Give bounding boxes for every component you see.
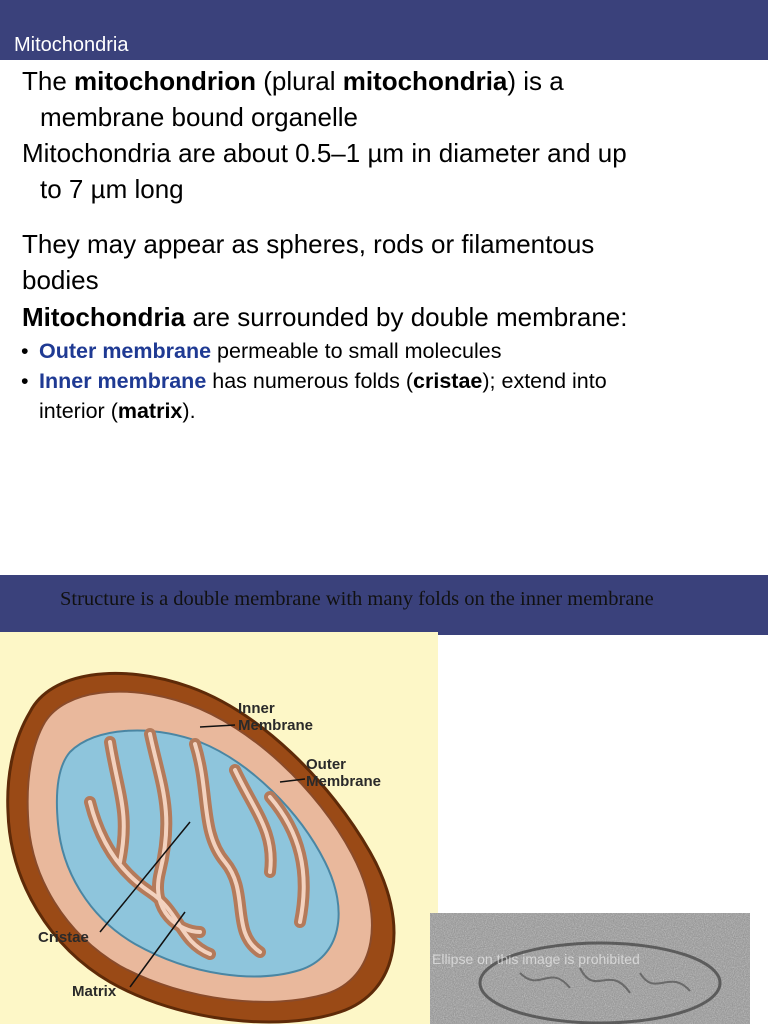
electron-micrograph xyxy=(430,913,750,1024)
bullet-text-inner-d: ). xyxy=(182,399,196,423)
bullet-bold-cristae: cristae xyxy=(413,369,483,393)
p1-text-a: The xyxy=(22,66,75,96)
bullet-text-inner-b: ); extend into xyxy=(482,369,607,393)
membrane-bullet-list xyxy=(20,336,760,426)
p2-line-1: Mitochondria are about 0.5–1 µm in diameter and up xyxy=(22,138,627,168)
label-cristae: Cristae xyxy=(38,929,89,946)
micrograph-watermark-caption: Ellipse on this image is prohibited xyxy=(432,951,640,967)
micrograph-image xyxy=(430,913,750,1024)
intro-paragraph-3 xyxy=(22,226,752,298)
bullet-dot: • xyxy=(21,369,29,393)
mitochondrion-diagram xyxy=(0,632,438,1024)
label-inner-line1: Inner xyxy=(238,700,275,717)
p1-bold-mitochondrion: mitochondrion xyxy=(74,66,257,96)
bullet-outer-membrane xyxy=(20,336,760,366)
intro-paragraph-2 xyxy=(22,135,752,207)
bullet-term-outer: Outer membrane xyxy=(39,339,212,363)
intro-paragraph-1 xyxy=(22,63,752,135)
label-inner xyxy=(238,700,313,734)
p1-continuation: membrane bound organelle xyxy=(40,102,358,132)
p4-bold-mitochondria: Mitochondria xyxy=(22,302,186,332)
bullet-text-inner-c: interior ( xyxy=(39,399,118,423)
p3-line-1: They may appear as spheres, rods or filamentous xyxy=(22,229,595,259)
bullet-term-inner: Inner membrane xyxy=(39,369,207,393)
p1-text-b: (plural xyxy=(256,66,343,96)
bullet-inner-membrane xyxy=(20,366,760,426)
micrograph-grain xyxy=(430,913,750,1024)
p4-text: are surrounded by double membrane: xyxy=(185,302,628,332)
bullet-text-outer: permeable to small molecules xyxy=(211,339,502,363)
label-outer-line1: Outer xyxy=(306,756,347,773)
p3-line-2: bodies xyxy=(22,265,99,295)
slide-title: Mitochondria xyxy=(14,34,129,56)
bullet-text-inner-a: has numerous folds ( xyxy=(206,369,414,393)
intro-paragraph-4 xyxy=(22,299,752,335)
mitochondrion-illustration xyxy=(0,632,438,1024)
structure-caption: Structure is a double membrane with many folds on the inner membrane xyxy=(60,588,654,610)
p1-text-c: ) is a xyxy=(507,66,564,96)
bullet-dot: • xyxy=(21,339,29,363)
label-outer xyxy=(306,756,381,790)
label-matrix: Matrix xyxy=(72,983,117,1000)
label-outer-line2: Membrane xyxy=(306,773,382,790)
p2-continuation: to 7 µm long xyxy=(40,174,184,204)
p1-bold-mitochondria: mitochondria xyxy=(342,66,508,96)
slide-header-bar xyxy=(0,0,768,60)
label-inner-line2: Membrane xyxy=(238,717,314,734)
bullet-bold-matrix: matrix xyxy=(117,399,183,423)
